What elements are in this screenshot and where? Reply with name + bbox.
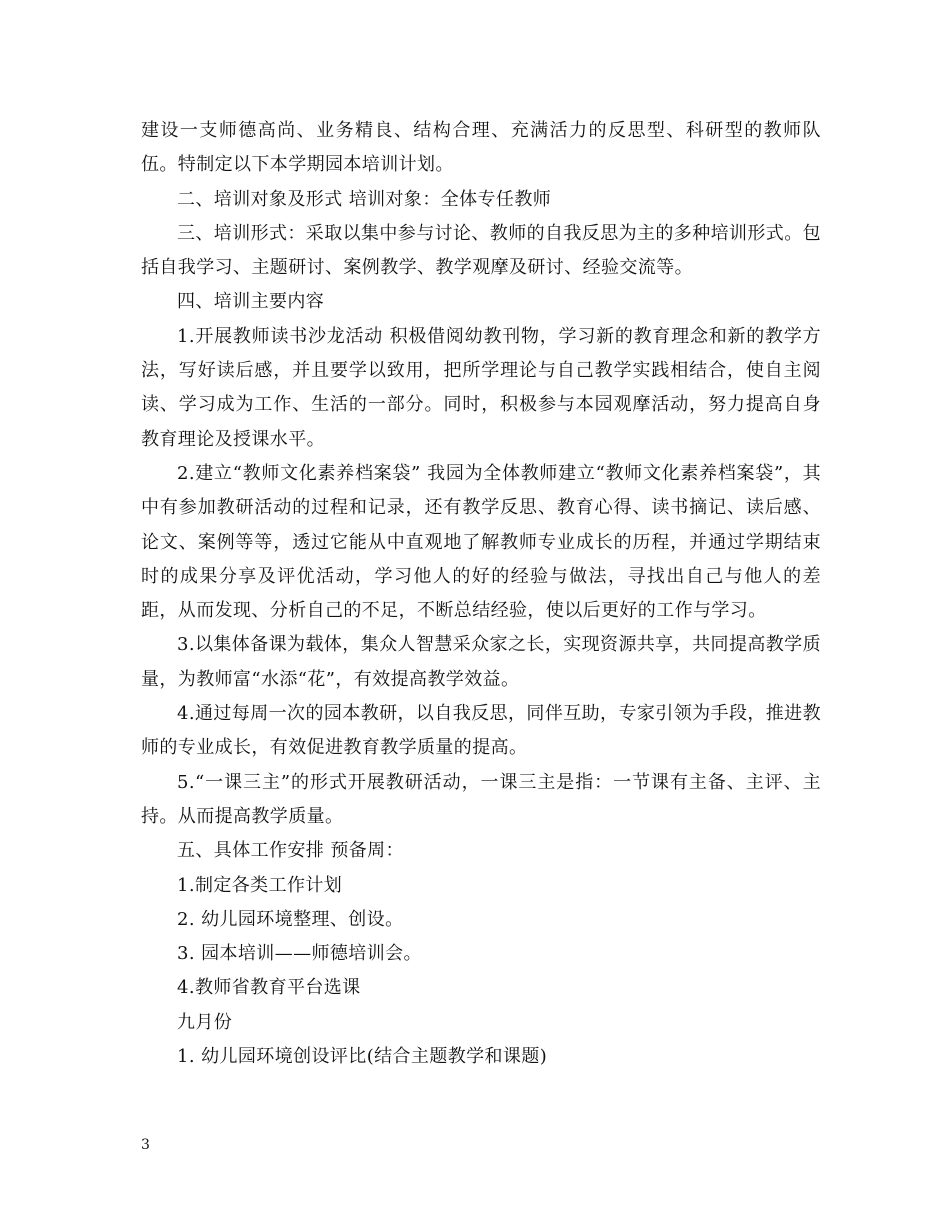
- section-heading: 五、具体工作安排 预备周：: [177, 840, 404, 862]
- list-item: 1.制定各类工作计划: [177, 874, 343, 896]
- list-item: 3. 园本培训——师德培训会。: [177, 943, 422, 965]
- list-item: 2.建立“教师文化素养档案袋” 我园为全体教师建立“教师文化素养档案袋”，其中有参加教研活动的过程和记录，还有教学反思、教育心得、读书摘记、读后感、论文、案例等等，透过它能从中直观地了解教师专业成长的历程，并通过学期结束时的成果分享及评优活动，学习他人的好的经验与做法，寻找出自己与他人的差距，从而发现、分析自己的不足，不断总结经验，使以后更好的工作与学习。: [141, 462, 821, 622]
- page-number: 3: [141, 1137, 150, 1153]
- document-body: [141, 114, 821, 1074]
- section-heading: 二、培训对象及形式 培训对象：全体专任教师: [177, 188, 552, 210]
- month-heading: 九月份: [177, 1011, 233, 1033]
- list-item: 3.以集体备课为载体，集众人智慧采众家之长，实现资源共享，共同提高教学质量，为教师富“水添“花”，有效提高教学效益。: [141, 634, 821, 690]
- list-item: 1.开展教师读书沙龙活动 积极借阅幼教刊物，学习新的教育理念和新的教学方法，写好读后感，并且要学以致用，把所学理论与自己教学实践相结合，使自主阅读、学习成为工作、生活的一部分。同时，积极参与本园观摩活动，努力提高自身教育理论及授课水平。: [141, 325, 821, 450]
- section-heading: 四、培训主要内容: [177, 291, 325, 313]
- list-item: 2. 幼儿园环境整理、创设。: [177, 908, 404, 930]
- list-item: 4.通过每周一次的园本教研，以自我反思，同伴互助，专家引领为手段，推进教师的专业成长，有效促进教育教学质量的提高。: [141, 703, 821, 759]
- list-item: 1. 幼儿园环境创设评比(结合主题教学和课题): [177, 1046, 548, 1068]
- list-item: 4.教师省教育平台选课: [177, 977, 361, 999]
- section-heading: 三、培训形式：采取以集中参与讨论、教师的自我反思为主的多种培训形式。包括自我学习、主题研讨、案例教学、教学观摩及研讨、经验交流等。: [141, 222, 821, 279]
- list-item: 5.“一课三主”的形式开展教研活动，一课三主是指：一节课有主备、主评、主持。从而提高教学质量。: [141, 771, 821, 827]
- paragraph: 建设一支师德高尚、业务精良、结构合理、充满活力的反思型、科研型的教师队伍。特制定以下本学期园本培训计划。: [141, 120, 821, 176]
